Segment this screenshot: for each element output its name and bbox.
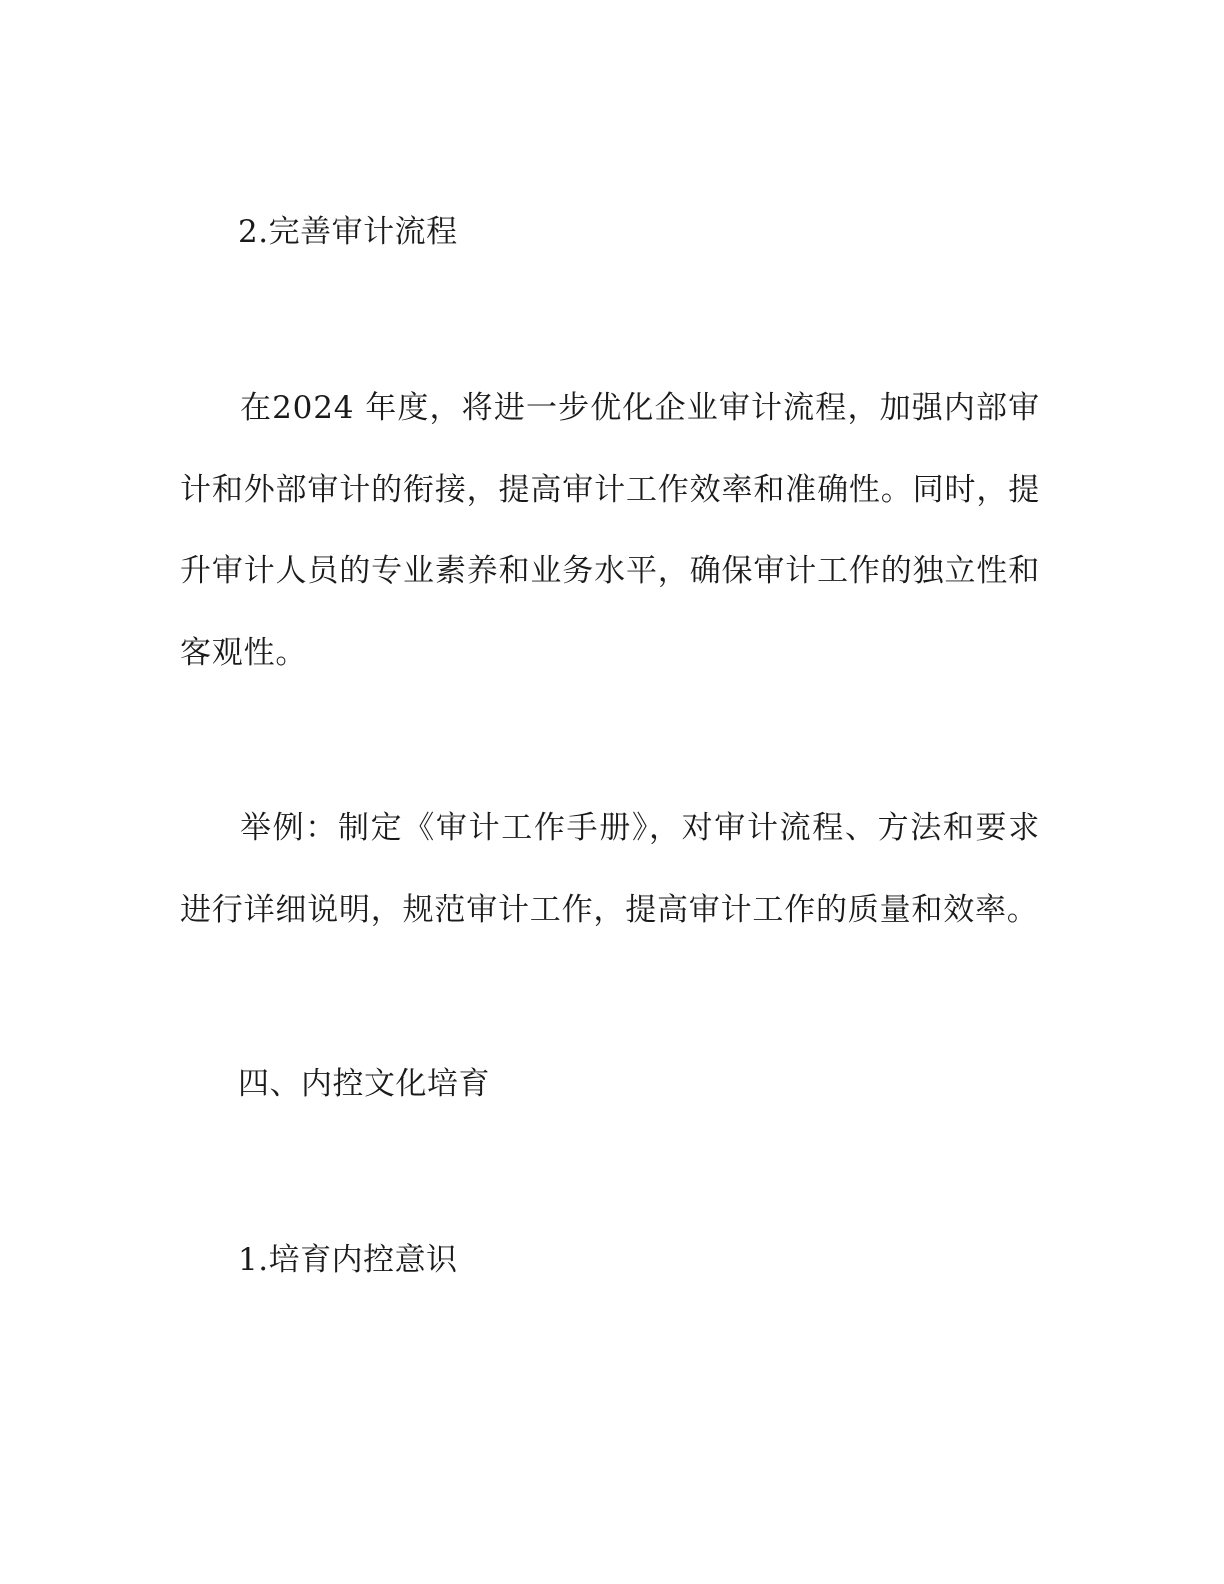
- example-text: 举例：制定《审计工作手册》，对审计流程、方法和要求进行详细说明，规范审计工作，提高审计工作的质量和效率。: [180, 810, 1040, 928]
- section-title-internal-control-culture: 四、内控文化培育: [238, 1066, 490, 1102]
- paragraph-example: [180, 788, 1040, 951]
- subheading-cultivate-awareness: 1.培育内控意识: [238, 1242, 458, 1278]
- paragraph-text: 在2024 年度，将进一步优化企业审计流程，加强内部审计和外部审计的衔接，提高审计工作效率和准确性。同时，提升审计人员的专业素养和业务水平，确保审计工作的独立性和客观性。: [180, 390, 1040, 671]
- subheading-improve-audit-process: 2.完善审计流程: [238, 214, 458, 250]
- paragraph-audit-optimization: [180, 368, 1040, 694]
